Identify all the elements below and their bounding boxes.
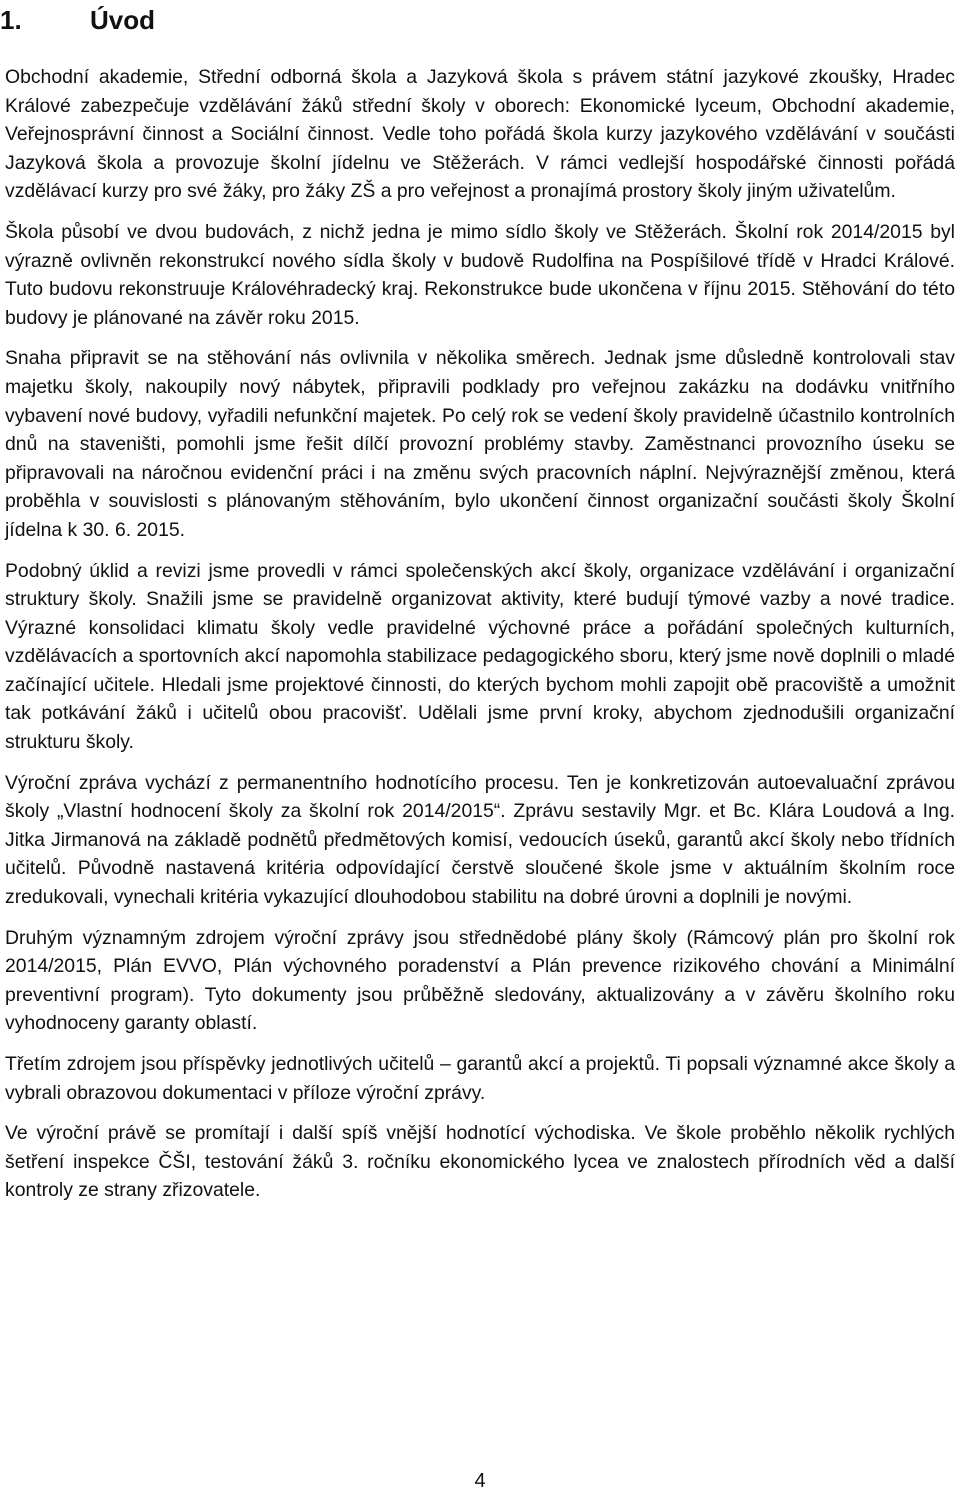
section-heading: [0, 2, 155, 38]
paragraph-8: Ve výroční právě se promítají i další spíš vnější hodnotící východiska. Ve škole proběhlo několik rychlých šetření inspekce ČŠI, testování žáků 3. ročníku ekonomického lycea ve znalostech přírodních věd a další kontroly ze strany zřizovatele.: [5, 1122, 955, 1202]
paragraph-5: Výroční zpráva vychází z permanentního hodnotícího procesu. Ten je konkretizován autoevaluační zprávou školy „Vlastní hodnocení školy za školní rok 2014/2015“. Zprávu sestavily Mgr. et Bc. Klára Loudová a Ing. Jitka Jirmanová na základě podnětů předmětových komisí, vedoucích úseků, garantů akcí školy nebo třídních učitelů. Původně nastavená kritéria odpovídající čerstvě sloučené škole jsme v aktuálním školním roce zredukovali, vynechali kritéria vykazující dlouhodobou stabilitu na dobré úrovni a doplnili je novými.: [5, 771, 955, 909]
paragraph-2: Škola působí ve dvou budovách, z nichž jedna je mimo sídlo školy ve Stěžerách. Školní rok 2014/2015 byl výrazně ovlivněn rekonstrukcí nového sídla školy v budově Rudolfina na Pospíšilové třídě v Hradci Králové. Tuto budovu rekonstruuje Královéhradecký kraj. Rekonstrukce bude ukončena v říjnu 2015. Stěhování do této budovy je plánované na závěr roku 2015.: [5, 220, 955, 329]
section-title: Úvod: [90, 5, 155, 35]
page-number: 4: [474, 1470, 486, 1492]
paragraph-3: Snaha připravit se na stěhování nás ovlivnila v několika směrech. Jednak jsme důsledně kontrolovali stav majetku školy, nakoupily nový nábytek, připravili podklady pro veřejnou zakázku na dodávku vnitřního vybavení nové budovy, vyřadili nefunkční majetek. Po celý rok se vedení školy pravidelně účastnilo kontrolních dnů na staveništi, pomohli jsme řešit dílčí provozní problémy stavby. Zaměstnanci provozního úseku se připravovali na náročnou evidenční práci i na změnu svých pracovních náplní. Nejvýraznější změnou, která proběhla v souvislosti s plánovaným stěhováním, bylo ukončení činnost organizační součásti školy Školní jídelna k 30. 6. 2015.: [5, 347, 955, 541]
paragraph-1: Obchodní akademie, Střední odborná škola a Jazyková škola s právem státní jazykové zkoušky, Hradec Králové zabezpečuje vzdělávání žáků střední školy v oborech: Ekonomické lyceum, Obchodní akademie, Veřejnosprávní činnost a Sociální činnost. Vedle toho pořádá škola kurzy jazykového vzdělávání v součásti Jazyková škola a provozuje školní jídelnu ve Stěžerách. V rámci vedlejší hospodářské činnosti pořádá vzdělávací kurzy pro své žáky, pro žáky ZŠ a pro veřejnost a pronajímá prostory školy jiným uživatelům.: [5, 66, 955, 203]
paragraph-7: Třetím zdrojem jsou příspěvky jednotlivých učitelů – garantů akcí a projektů. Ti popsali významné akce školy a vybrali obrazovou dokumentaci v příloze výroční zprávy.: [5, 1053, 955, 1104]
body-text: [5, 63, 955, 1217]
paragraph-4: Podobný úklid a revizi jsme provedli v rámci společenských akcí školy, organizace vzdělávání i organizační struktury školy. Snažili jsme se pravidelně organizovat aktivity, které budují týmové vazby a nové tradice. Výrazné konsolidaci klimatu školy vedle pravidelné výchovné práce a pořádání společných kulturních, vzdělávacích a sportovních akcí napomohla stabilizace pedagogického sboru, který jsme nově doplnili o mladé začínající učitele. Hledali jsme projektové činnosti, do kterých bychom mohli zapojit obě pracoviště a umožnit tak potkávání žáků i učitelů obou pracovišť. Udělali jsme první kroky, abychom zjednodušili organizační strukturu školy.: [5, 559, 955, 754]
section-number: 1.: [0, 5, 22, 35]
paragraph-6: Druhým významným zdrojem výroční zprávy jsou střednědobé plány školy (Rámcový plán pro školní rok 2014/2015, Plán EVVO, Plán výchovného poradenství a Plán prevence rizikového chování a Minimální preventivní program). Tyto dokumenty jsou průběžně sledovány, aktualizovány a v závěru školního roku vyhodnoceny garanty oblastí.: [5, 926, 955, 1035]
